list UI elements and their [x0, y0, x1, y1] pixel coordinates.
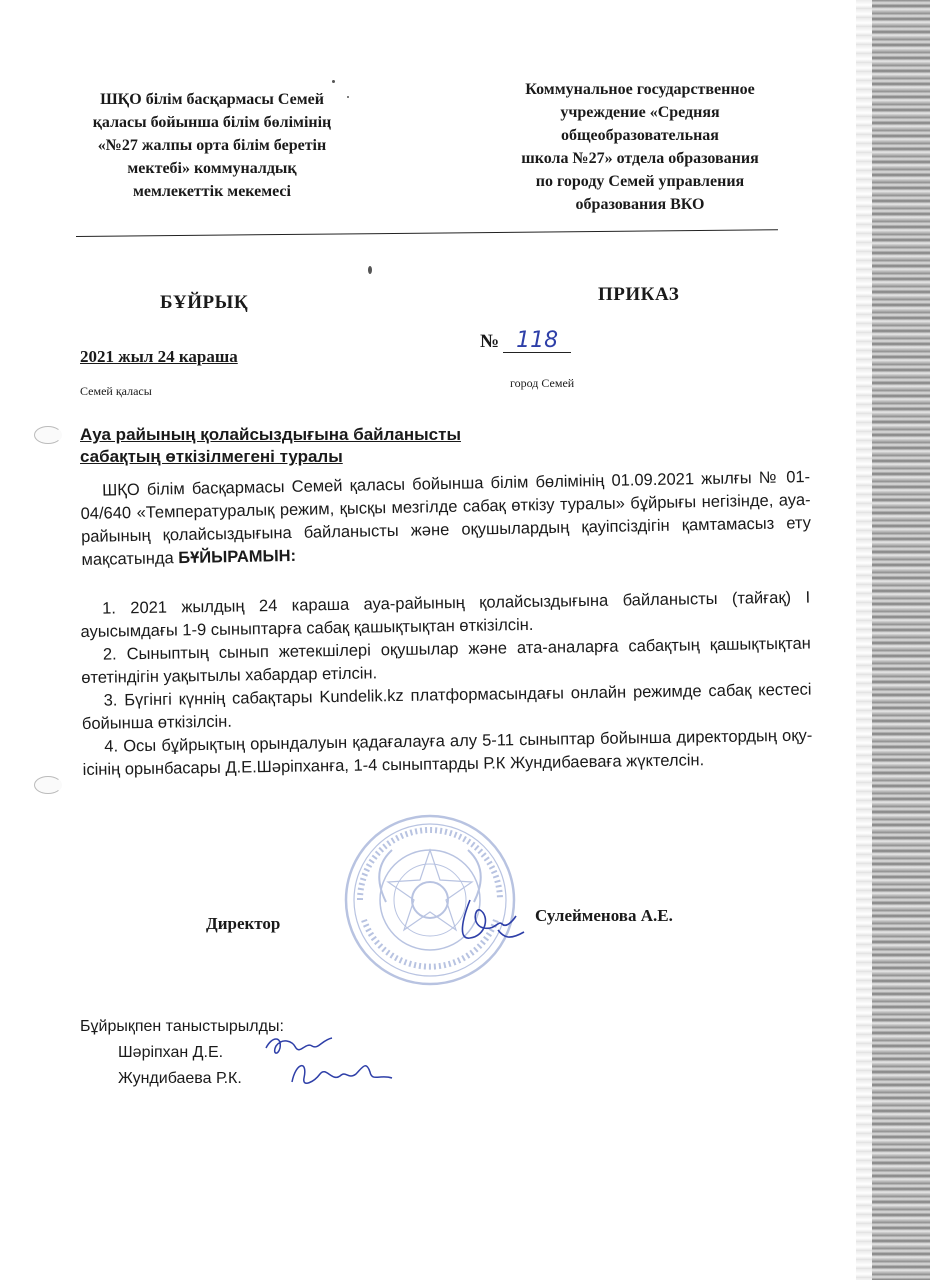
scan-speck — [368, 266, 372, 274]
order-date: 2021 жыл 24 караша — [80, 347, 238, 366]
subject-line: сабақтың өткізілмегені туралы — [80, 447, 343, 466]
city-ru: город Семей — [510, 376, 575, 390]
org-line: образования ВКО — [575, 196, 705, 213]
org-line: школа №27» отдела образования — [521, 150, 759, 167]
org-line: по городу Семей управления — [535, 173, 745, 190]
order-item: 3. Бүгінгі күннің сабақтары Kundelik.kz платформасындағы онлайн режимде сабақ кестесі бойынша өткізілсін. — [81, 680, 812, 733]
order-word: БҰЙЫРАМЫН: — [178, 546, 297, 568]
scan-shadow — [856, 0, 872, 1280]
order-title-kz: БҰЙРЫҚ — [160, 292, 249, 313]
ack-person: Жундибаева Р.К. — [118, 1070, 242, 1087]
intro-text: ШҚО білім басқармасы Семей қаласы бойынша білім бөлімінің 01.09.2021 жылғы № 01-04/640 «Температуралық режим, қысқы мезгілде сабақ өткізу туралы» бұйрығы негізінде, ауа-райының қолайсыздығына байланысты және оқушылардың қауіпсіздігін қамтамасыз ету мақсатында — [80, 467, 812, 569]
order-subject — [80, 424, 461, 468]
ack-signature-2 — [286, 1052, 396, 1096]
org-line: ШҚО білім басқармасы Семей — [100, 91, 324, 108]
director-title: Директор — [206, 914, 281, 933]
org-line: Коммунальное государственное — [525, 81, 755, 98]
org-line: қаласы бойынша білім бөлімінің — [92, 114, 332, 131]
order-item: 4. Осы бұйрықтың орындалуын қадағалауға алу 5-11 сыныптар бойынша директордың оқу-ісінің орынбасары Д.Е.Шәріпханға, 1-4 сыныптарды Р.К Жундибаеваға жүктелсін. — [82, 726, 813, 779]
order-title-ru: ПРИКАЗ — [598, 284, 680, 305]
ack-person: Шәріпхан Д.Е. — [118, 1044, 224, 1061]
order-items — [80, 587, 813, 782]
acknowledgement — [80, 1014, 284, 1092]
ack-heading: Бұйрықпен таныстырылды: — [80, 1018, 284, 1035]
city-kz: Семей қаласы — [80, 384, 152, 398]
org-line: мектебі» коммуналдық — [127, 160, 297, 177]
punch-hole — [34, 426, 62, 444]
number-label: № — [480, 331, 500, 352]
director-signature — [440, 892, 530, 952]
org-line: «№27 жалпы орта білім беретін — [97, 137, 327, 154]
punch-hole — [34, 776, 62, 794]
header-divider — [76, 229, 778, 237]
org-name-ru — [480, 78, 800, 216]
org-line: мемлекеттік мекемесі — [133, 183, 291, 200]
scan-edge-noise — [872, 0, 930, 1280]
order-item: 2. Сыныптың сынып жетекшілері оқушылар және ата-аналарға сабақтың қашықтықтан өтетіндігін уақытылы хабардар етілсін. — [81, 634, 811, 687]
number-value: 118 — [503, 330, 571, 353]
org-line: общеобразовательная — [561, 127, 719, 144]
director-name: Сулейменова А.Е. — [535, 906, 673, 925]
order-number — [480, 330, 571, 353]
order-item: 1. 2021 жылдың 24 караша ауа-райының қолайсыздығына байланысты (тайғақ) I ауысымдағы 1-9 сыныптарға сабақ қашықтықтан өткізілсін. — [80, 588, 811, 641]
subject-line: Ауа райының қолайсыздығына байланысты — [80, 425, 461, 444]
scan-speck — [332, 80, 335, 83]
org-name-kz — [62, 88, 362, 203]
org-line: учреждение «Средняя — [560, 104, 720, 121]
intro-paragraph — [80, 466, 812, 572]
